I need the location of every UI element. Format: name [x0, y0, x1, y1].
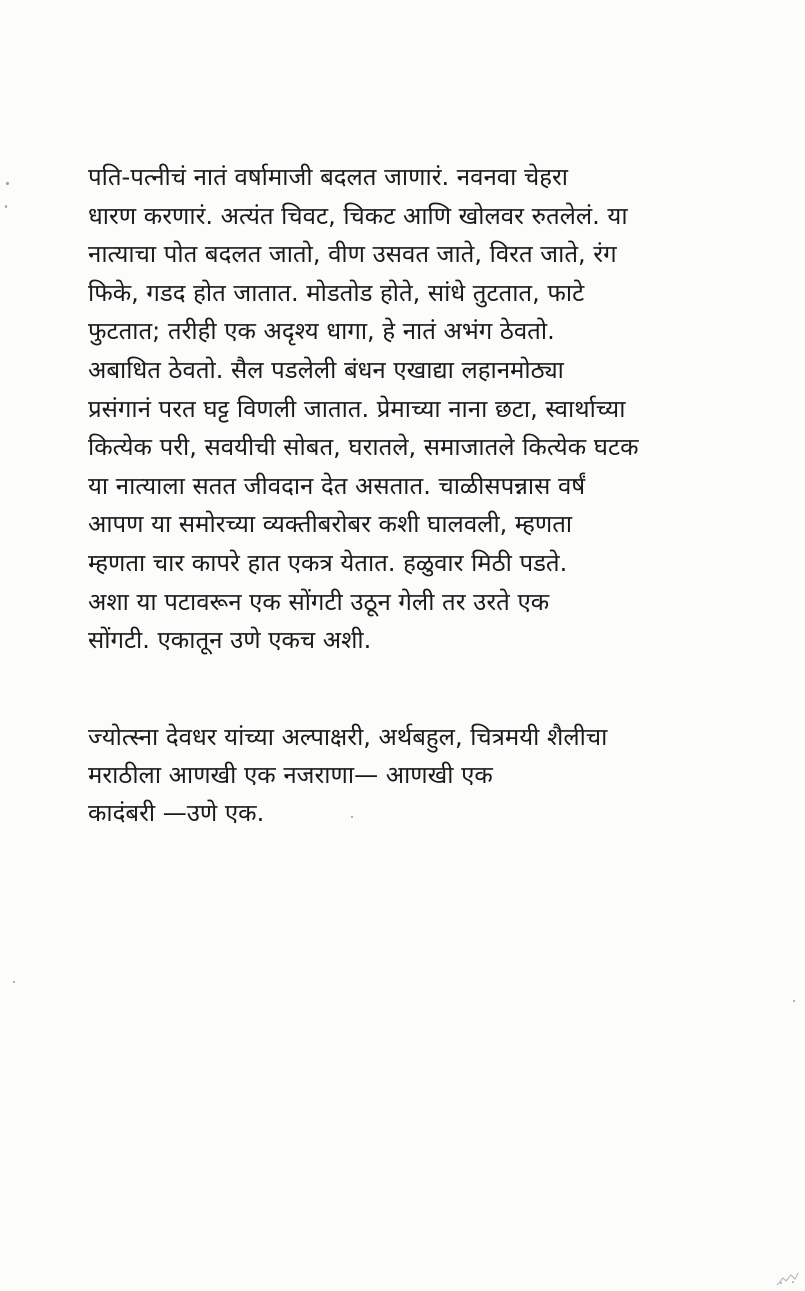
blurb-paragraph-2: [88, 718, 698, 832]
text-line: मराठीला आणखी एक नजराणा— आणखी एक: [88, 761, 493, 789]
scan-speck: [5, 205, 7, 208]
scan-speck: [351, 816, 353, 818]
text-line: कादंबरी —उणे एक.: [88, 799, 265, 827]
text-line: नात्याचा पोत बदलत जातो, वीण उसवत जाते, विरत जाते, रंग: [88, 240, 617, 269]
text-line: धारण करणारं. अत्यंत चिवट, चिकट आणि खोलवर रुतलेलं. या: [88, 201, 628, 230]
scan-corner-smudge: [773, 1269, 799, 1287]
text-line: या नात्याला सतत जीवदान देत असतात. चाळीसपन्नास वर्षं: [88, 471, 586, 500]
text-line: फिके, गडद होत जातात. मोडतोड होते, सांधे तुटतात, फाटे: [88, 278, 585, 307]
scan-speck: [13, 981, 15, 983]
text-line: फुटतात; तरीही एक अदृश्य धागा, हे नातं अभंग ठेवतो.: [88, 317, 555, 346]
text-line: अबाधित ठेवतो. सैल पडलेली बंधन एखाद्या लहानमोठ्या: [88, 355, 564, 384]
text-line: सोंगटी. एकातून उणे एकच अशी.: [88, 626, 372, 655]
text-line: आपण या समोरच्या व्यक्तीबरोबर कशी घालवली, म्हणता: [88, 510, 573, 539]
text-line: प्रसंगानं परत घट्ट विणली जातात. प्रेमाच्या नाना छटा, स्वार्थाच्या: [88, 394, 626, 423]
blurb-paragraph-1: [88, 158, 698, 660]
text-line: पति-पत्नीचं नातं वर्षामाजी बदलत जाणारं. नवनवा चेहरा: [88, 163, 568, 191]
scan-speck: [793, 1000, 795, 1002]
scan-speck: [6, 182, 9, 185]
text-line: अशा या पटावरून एक सोंगटी उठून गेली तर उरते एक: [88, 587, 550, 616]
text-line: ज्योत्स्ना देवधर यांच्या अल्पाक्षरी, अर्थबहुल, चित्रमयी शैलीचा: [88, 723, 608, 751]
text-line: म्हणता चार कापरे हात एकत्र येतात. हळुवार मिठी पडते.: [88, 548, 568, 577]
text-line: कित्येक परी, सवयीची सोबत, घरातले, समाजातले कित्येक घटक: [88, 433, 639, 462]
